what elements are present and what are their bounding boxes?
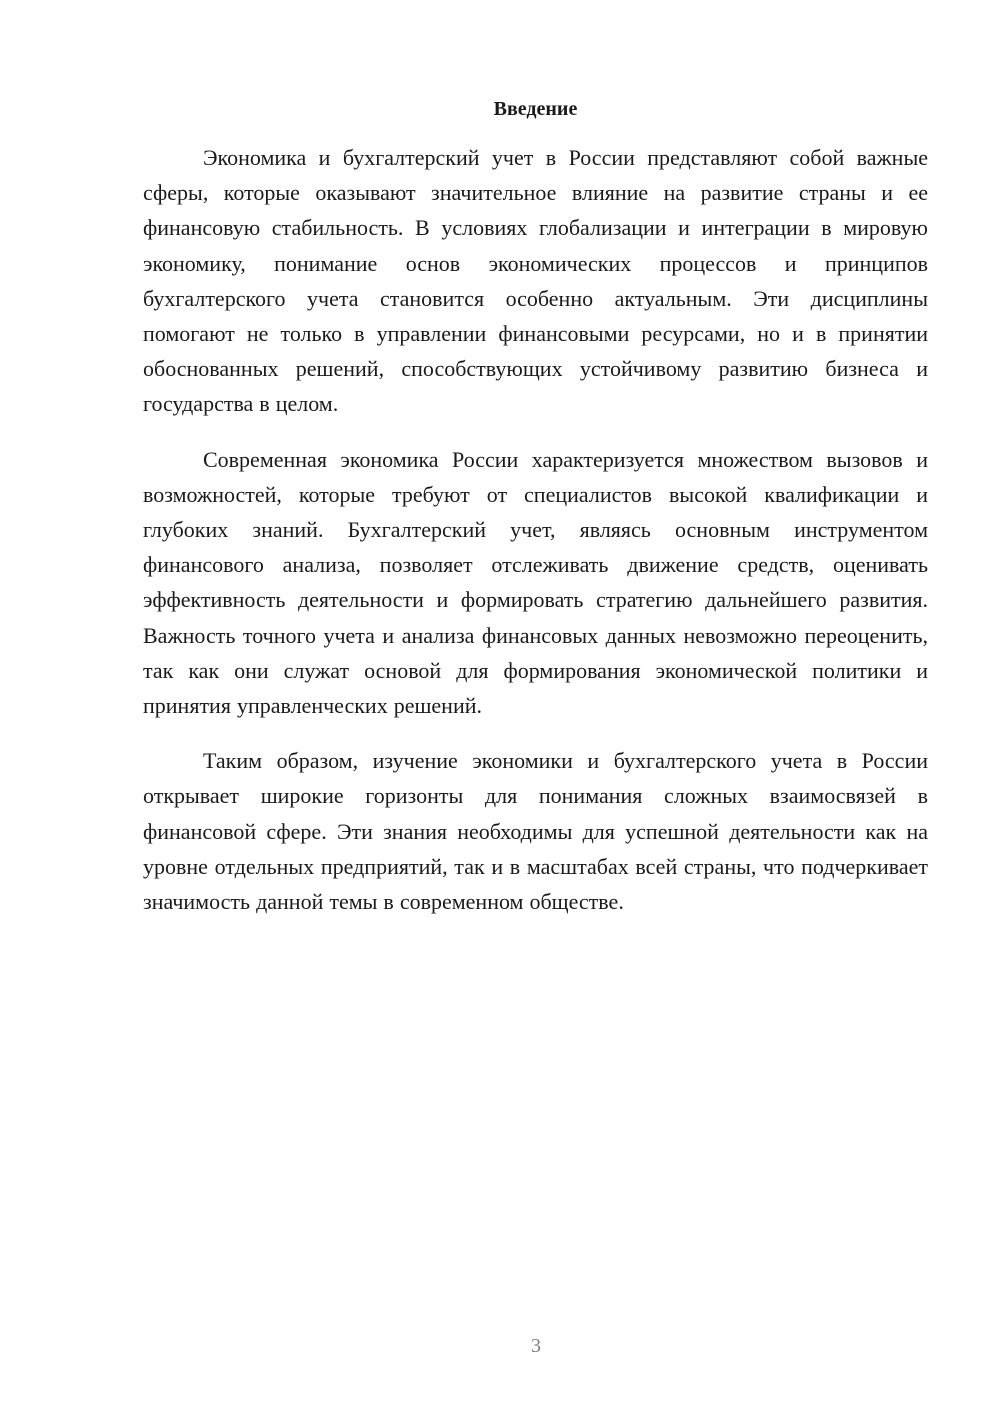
page-content [143,96,928,939]
page-number: 3 [531,1335,541,1357]
paragraph-3: Таким образом, изучение экономики и бухгалтерского учета в России открывает широкие горизонты для понимания сложных взаимосвязей в финансовой сфере. Эти знания необходимы для успешной деятельности как на уровне отдельных предприятий, так и в масштабах всей страны, что подчеркивает значимость данной темы в современном обществе. [143,748,928,915]
paragraph-1: Экономика и бухгалтерский учет в России представляют собой важные сферы, которые оказывают значительное влияние на развитие страны и ее финансовую стабильность. В условиях глобализации и интеграции в мировую экономику, понимание основ экономических процессов и принципов бухгалтерского учета становится особенно актуальным. Эти дисциплины помогают не только в управлении финансовыми ресурсами, но и в принятии обоснованных решений, способствующих устойчивому развитию бизнеса и государства в целом. [143,145,928,417]
section-heading: Введение [493,98,578,120]
paragraph-2: Современная экономика России характеризуется множеством вызовов и возможностей, которые требуют от специалистов высокой квалификации и глубоких знаний. Бухгалтерский учет, являясь основным инструментом финансового анализа, позволяет отслеживать движение средств, оценивать эффективность деятельности и формировать стратегию дальнейшего развития. Важность точного учета и анализа финансовых данных невозможно переоценить, так как они служат основой для формирования экономической политики и принятия управленческих решений. [143,446,928,719]
